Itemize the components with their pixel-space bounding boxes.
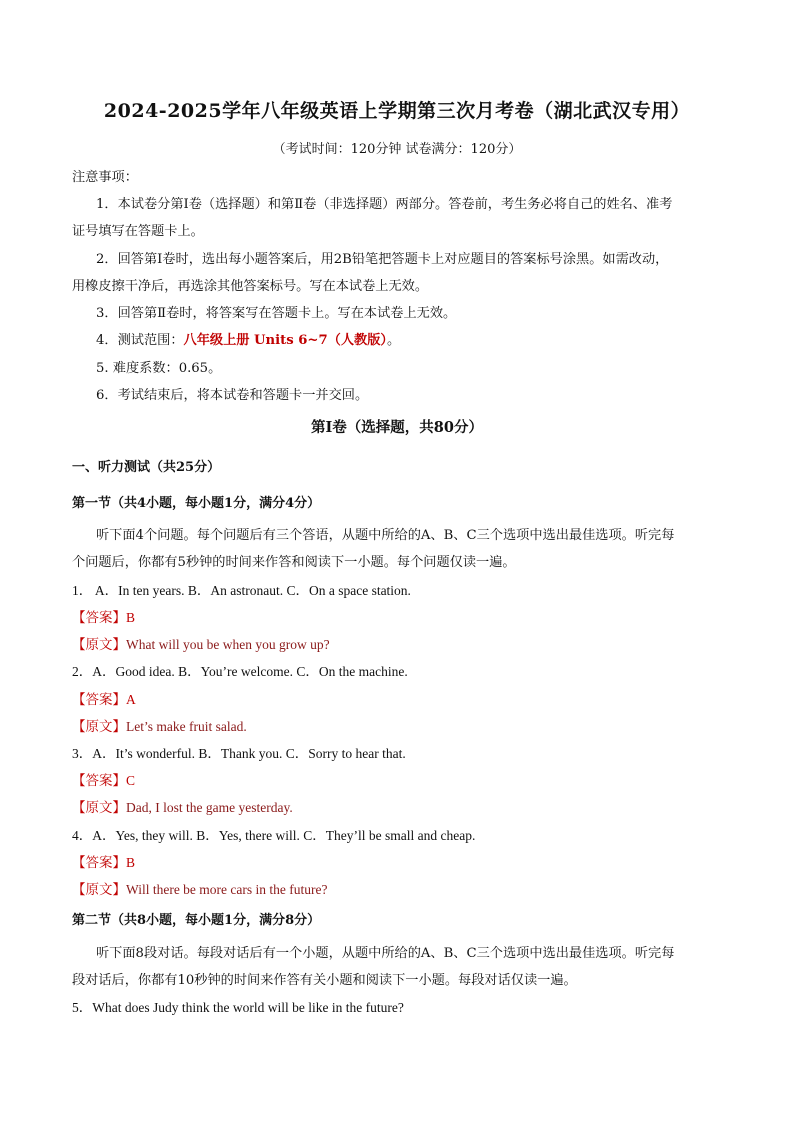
exam-time-info: （考试时间：120分钟 试卷满分：120分） bbox=[272, 142, 522, 157]
original-text: Dad, I lost the game yesterday. bbox=[126, 800, 293, 815]
original-text: Let’s make fruit salad. bbox=[126, 719, 247, 734]
section-listening-heading: 一、听力测试（共25分） bbox=[72, 460, 221, 475]
original-tag: 【原文】 bbox=[72, 882, 126, 898]
answer-value: B bbox=[126, 610, 136, 625]
part-one-heading: 第Ⅰ卷（选择题，共80分） bbox=[311, 419, 483, 436]
answer-tag: 【答案】 bbox=[72, 692, 126, 708]
notice-item-4 bbox=[96, 329, 400, 348]
subsection-2-heading: 第二节（共8小题，每小题1分，满分8分） bbox=[72, 913, 321, 928]
answer-1 bbox=[72, 606, 135, 626]
notice-item-5: 5. 难度系数：0.65。 bbox=[96, 361, 222, 376]
original-3 bbox=[72, 796, 293, 816]
answer-value: B bbox=[126, 855, 136, 870]
notice-item-2-line-1: 2．回答第Ⅰ卷时，选出每小题答案后，用2B铅笔把答题卡上对应题目的答案标号涂黑。如需改动， bbox=[96, 252, 669, 267]
notice-item-4-suffix: 。 bbox=[387, 333, 401, 348]
subsection-2-instructions-line-2: 段对话后，你都有10秒钟的时间来作答有关小题和阅读下一小题。每段对话仅读一遍。 bbox=[72, 973, 577, 988]
notice-item-2-line-2: 用橡皮擦干净后，再选涂其他答案标号。写在本试卷上无效。 bbox=[72, 279, 429, 294]
answer-value: A bbox=[126, 692, 136, 707]
original-tag: 【原文】 bbox=[72, 800, 126, 816]
original-1 bbox=[72, 633, 330, 653]
original-text: What will you be when you grow up? bbox=[126, 637, 330, 652]
notice-item-1-line-1: 1．本试卷分第Ⅰ卷（选择题）和第Ⅱ卷（非选择题）两部分。答卷前，考生务必将自己的姓名、准考 bbox=[96, 197, 673, 212]
original-text: Will there be more cars in the future? bbox=[126, 882, 328, 897]
test-range: 八年级上册 Units 6~7（人教版） bbox=[183, 333, 387, 348]
subsection-1-heading: 第一节（共4小题，每小题1分，满分4分） bbox=[72, 496, 321, 511]
answer-tag: 【答案】 bbox=[72, 773, 126, 789]
question-1: 1． A．In ten years. B．An astronaut. C．On a space station. bbox=[72, 583, 411, 598]
page-title: 2024-2025学年八年级英语上学期第三次月考卷（湖北武汉专用） bbox=[103, 100, 691, 122]
notice-item-3: 3．回答第Ⅱ卷时，将答案写在答题卡上。写在本试卷上无效。 bbox=[96, 306, 457, 321]
original-tag: 【原文】 bbox=[72, 637, 126, 653]
answer-tag: 【答案】 bbox=[72, 610, 126, 626]
question-4: 4．A．Yes, they will. B．Yes, there will. C．They’ll be small and cheap. bbox=[72, 828, 476, 843]
subsection-2-instructions-line-1: 听下面8段对话。每段对话后有一个小题，从题中所给的A、B、C三个选项中选出最佳选项。听完每 bbox=[96, 946, 675, 961]
subsection-1-instructions-line-1: 听下面4个问题。每个问题后有三个答语，从题中所给的A、B、C三个选项中选出最佳选项。听完每 bbox=[96, 528, 675, 543]
answer-value: C bbox=[126, 773, 136, 788]
notice-item-6: 6．考试结束后，将本试卷和答题卡一并交回。 bbox=[96, 388, 369, 403]
original-2 bbox=[72, 715, 247, 735]
answer-2 bbox=[72, 688, 136, 708]
original-4 bbox=[72, 878, 328, 898]
original-tag: 【原文】 bbox=[72, 719, 126, 735]
answer-4 bbox=[72, 851, 135, 871]
question-2: 2．A．Good idea. B．You’re welcome. C．On the machine. bbox=[72, 664, 408, 679]
notice-heading: 注意事项： bbox=[72, 170, 138, 185]
answer-tag: 【答案】 bbox=[72, 855, 126, 871]
subsection-1-instructions-line-2: 个问题后，你都有5秒钟的时间来作答和阅读下一小题。每个问题仅读一遍。 bbox=[72, 555, 516, 570]
question-3: 3．A．It’s wonderful. B．Thank you. C．Sorry to hear that. bbox=[72, 746, 406, 761]
notice-item-1-line-2: 证号填写在答题卡上。 bbox=[72, 224, 204, 239]
notice-item-4-prefix: 4．测试范围： bbox=[96, 333, 184, 348]
answer-3 bbox=[72, 769, 135, 789]
question-5: 5．What does Judy think the world will be like in the future? bbox=[72, 1000, 404, 1015]
